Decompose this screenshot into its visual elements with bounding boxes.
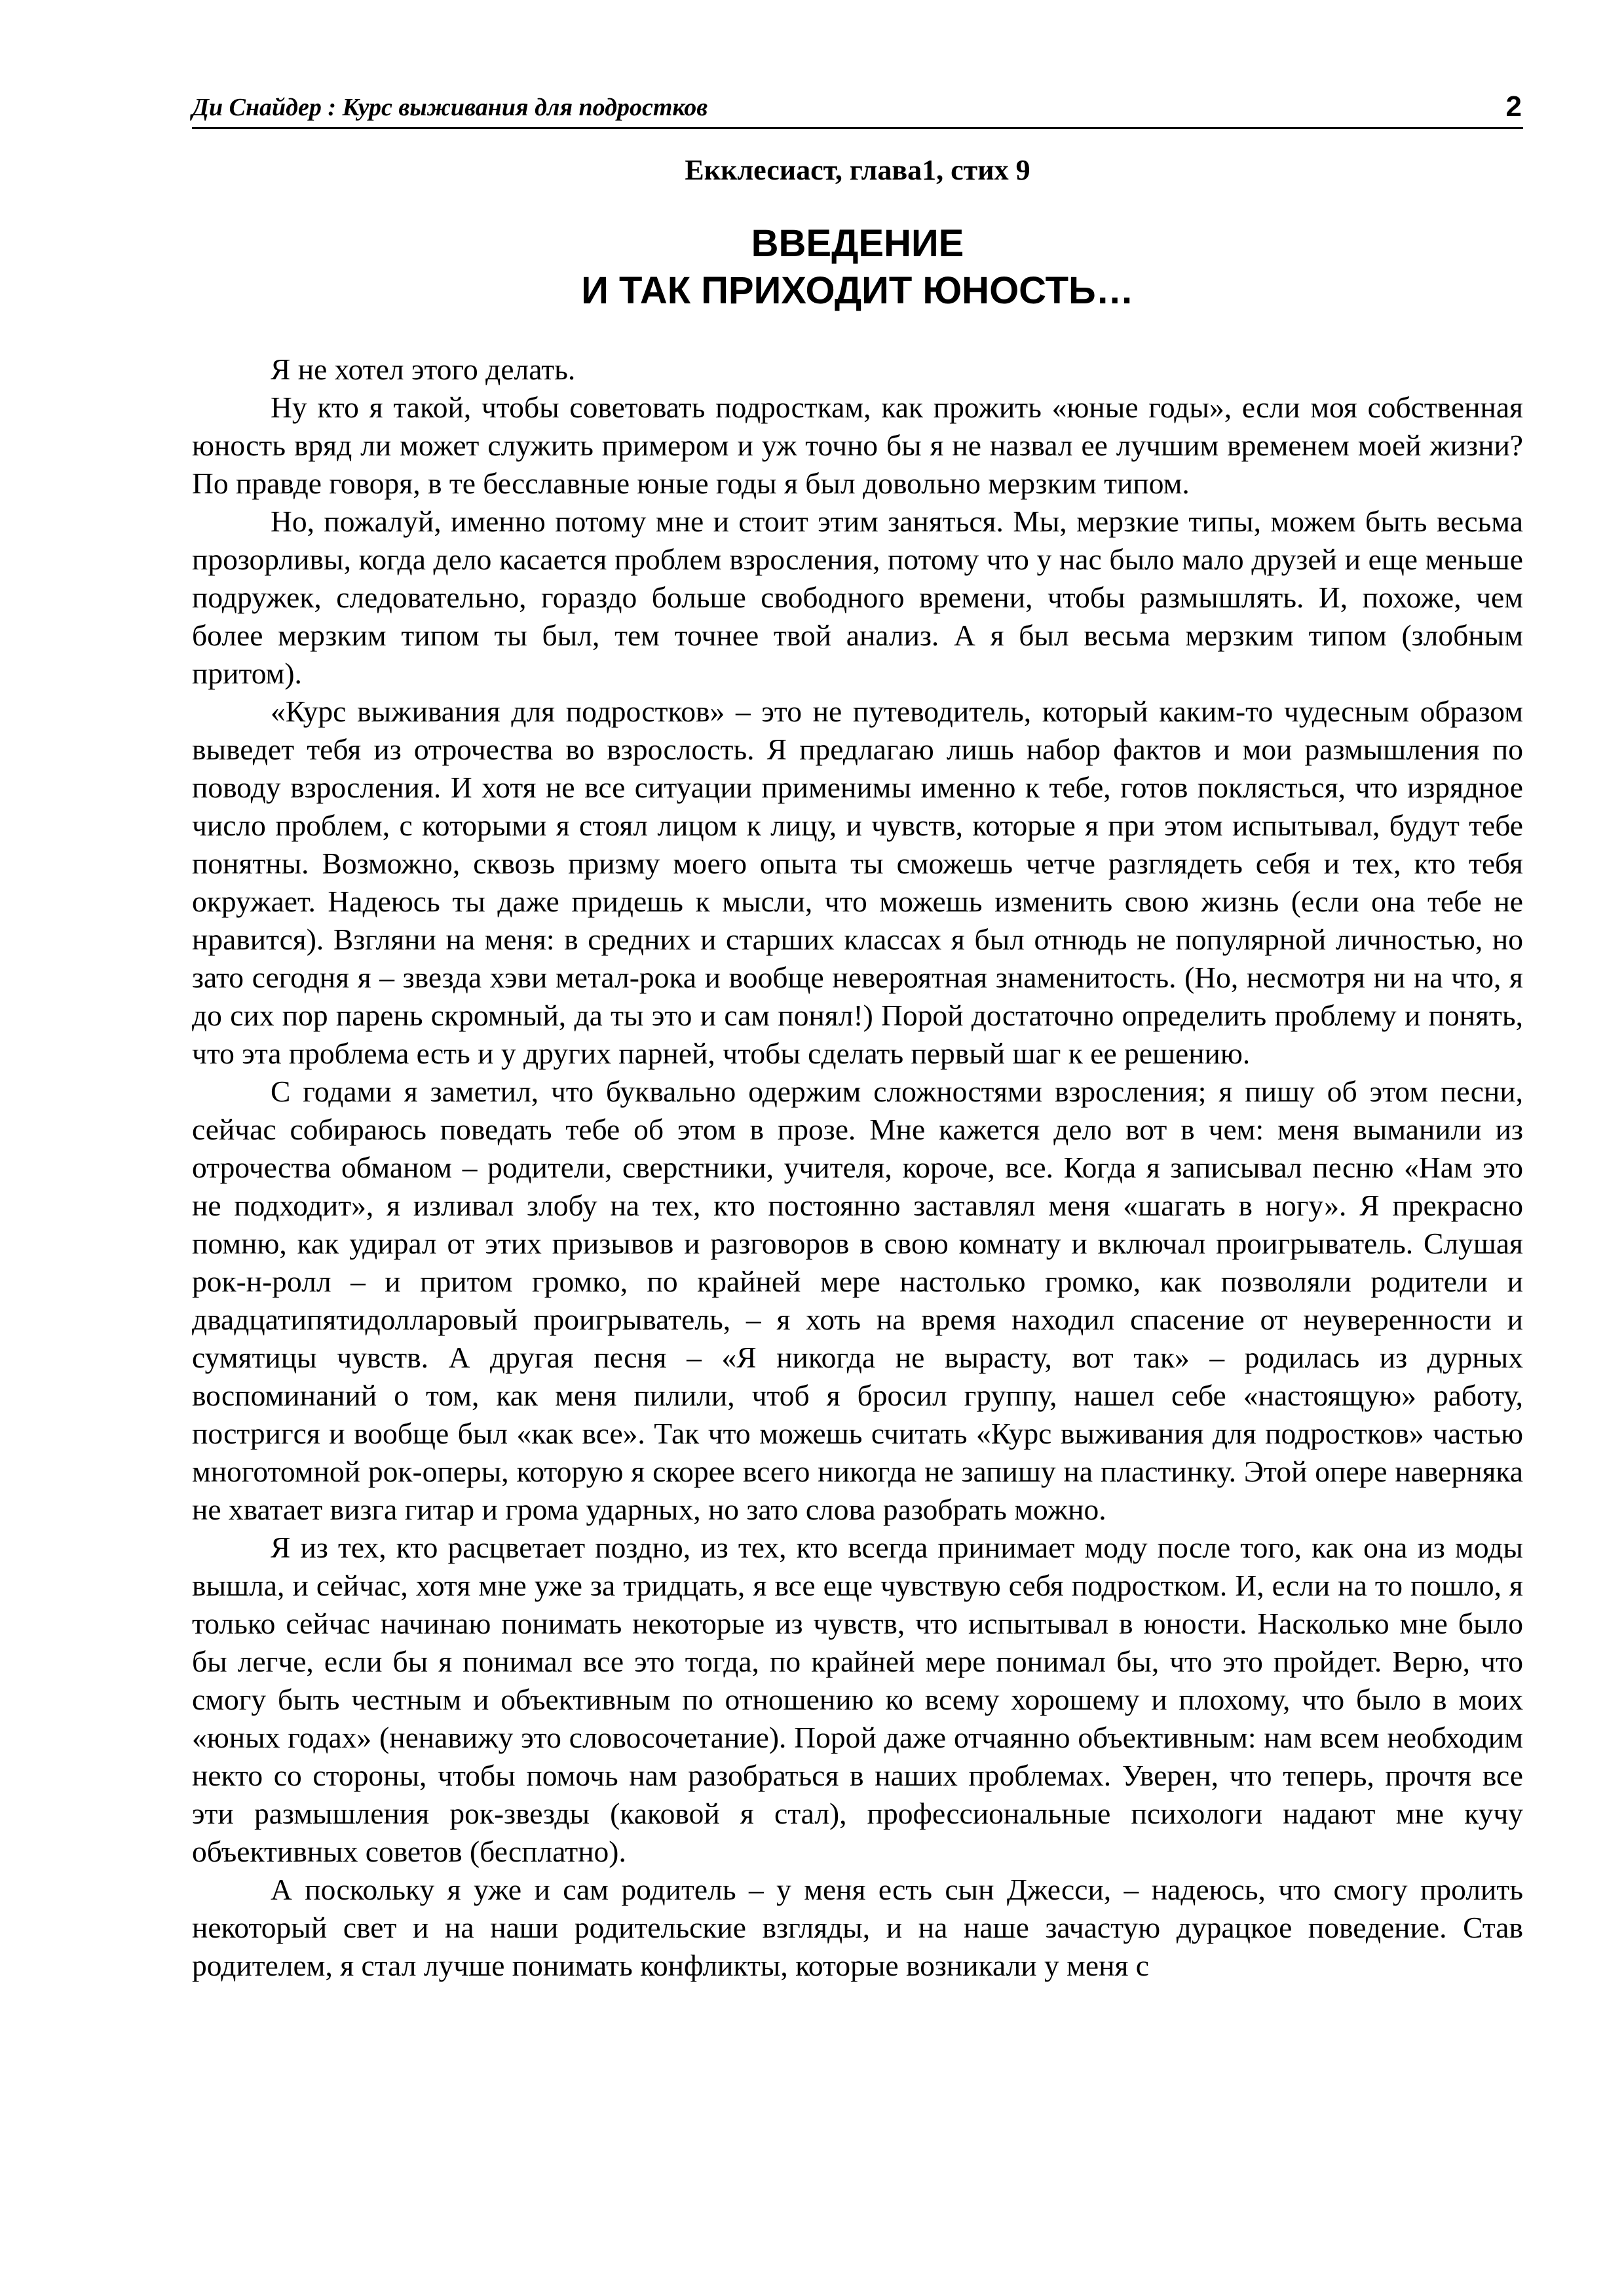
header-title: Ди Снайдер : Курс выживания для подростков: [192, 94, 708, 121]
chapter-title-line-1: ВВЕДЕНИЕ: [751, 222, 964, 265]
body-text: [192, 351, 1523, 1985]
paragraph: Я из тех, кто расцветает поздно, из тех, кто всегда принимает моду после того, как она из моды вышла, и сейчас, хотя мне уже за тридцать, я все еще чувствую себя подростком. И, если на то пошло, я только сейчас начинаю понимать некоторые из чувств, что испытывал в юности. Насколько мне было бы легче, если бы я понимал все это тогда, по крайней мере понимал бы, что это пройдет. Верю, что смогу быть честным и объективным по отношению ко всему хорошему и плохому, что было в моих «юных годах» (ненавижу это словосочетание). Порой даже отчаянно объективным: нам всем необходим некто со стороны, чтобы помочь нам разобраться в наших проблемах. Уверен, что теперь, прочтя все эти размышления рок-звезды (каковой я стал), профессиональные психологи надают мне кучу объективных советов (бесплатно).: [192, 1531, 1523, 1868]
running-header: [192, 90, 1523, 129]
page-number: 2: [1505, 90, 1522, 123]
chapter-heading: [192, 220, 1523, 315]
paragraph: «Курс выживания для подростков» – это не путеводитель, который каким-то чудесным образом выведет тебя из отрочества во взрослость. Я предлагаю лишь набор фактов и мои размышления по поводу взросления. И хотя не все ситуации применимы именно к тебе, готов поклясться, что изрядное число проблем, с которыми я стоял лицом к лицу, и чувств, которые я при этом испытывал, будут тебе понятны. Возможно, сквозь призму моего опыта ты сможешь четче разглядеть себя и тех, кто тебя окружает. Надеюсь ты даже придешь к мысли, что можешь изменить свою жизнь (если она тебе не нравится). Взгляни на меня: в средних и старших классах я был отнюдь не популярной личностью, но зато сегодня я – звезда хэви метал-рока и вообще невероятная знаменитость. (Но, несмотря ни на что, я до сих пор парень скромный, да ты это и сам понял!) Порой достаточно определить проблему и понять, что эта проблема есть и у других парней, чтобы сделать первый шаг к ее решению.: [192, 695, 1523, 1070]
paragraph: Я не хотел этого делать.: [271, 353, 576, 386]
paragraph: Но, пожалуй, именно потому мне и стоит этим заняться. Мы, мерзкие типы, можем быть весьма прозорливы, когда дело касается проблем взросления, потому что у нас было мало друзей и еще меньше подружек, следовательно, гораздо больше свободного времени, чтобы размышлять. И, похоже, чем более мерзким типом ты был, тем точнее твой анализ. А я был весьма мерзким типом (злобным притом).: [192, 505, 1523, 690]
paragraph: Ну кто я такой, чтобы советовать подросткам, как прожить «юные годы», если моя собственная юность вряд ли может служить примером и уж точно бы я не назвал ее лучшим временем моей жизни? По правде говоря, в те бесславные юные годы я был довольно мерзким типом.: [192, 391, 1523, 500]
epigraph-reference: Екклесиаст, глава1, стих 9: [685, 154, 1030, 186]
chapter-title-line-2: И ТАК ПРИХОДИТ ЮНОСТЬ…: [581, 269, 1134, 312]
paragraph: А поскольку я уже и сам родитель – у меня есть сын Джесси, – надеюсь, что смогу пролить некоторый свет и на наши родительские взгляды, и на наше зачастую дурацкое поведение. Став родителем, я стал лучше понимать конфликты, которые возникали у меня с: [192, 1873, 1523, 1982]
paragraph: С годами я заметил, что буквально одержим сложностями взросления; я пишу об этом песни, сейчас собираюсь поведать тебе об этом в прозе. Мне кажется дело вот в чем: меня выманили из отрочества обманом – родители, сверстники, учителя, короче, все. Когда я записывал песню «Нам это не подходит», я изливал злобу на тех, кто постоянно заставлял меня «шагать в ногу». Я прекрасно помню, как удирал от этих призывов и разговоров в свою комнату и включал проигрыватель. Слушая рок-н-ролл – и притом громко, по крайней мере настолько громко, как позволяли родители и двадцатипятидолларовый проигрыватель, – я хоть на время находил спасение от неуверенности и сумятицы чувств. А другая песня – «Я никогда не вырасту, вот так» – родилась из дурных воспоминаний о том, как меня пилили, чтоб я бросил группу, нашел себе «настоящую» работу, постригся и вообще был «как все». Так что можешь считать «Курс выживания для подростков» частью многотомной рок-оперы, которую я скорее всего никогда не запишу на пластинку. Этой опере наверняка не хватает визга гитар и грома ударных, но зато слова разобрать можно.: [192, 1075, 1523, 1526]
